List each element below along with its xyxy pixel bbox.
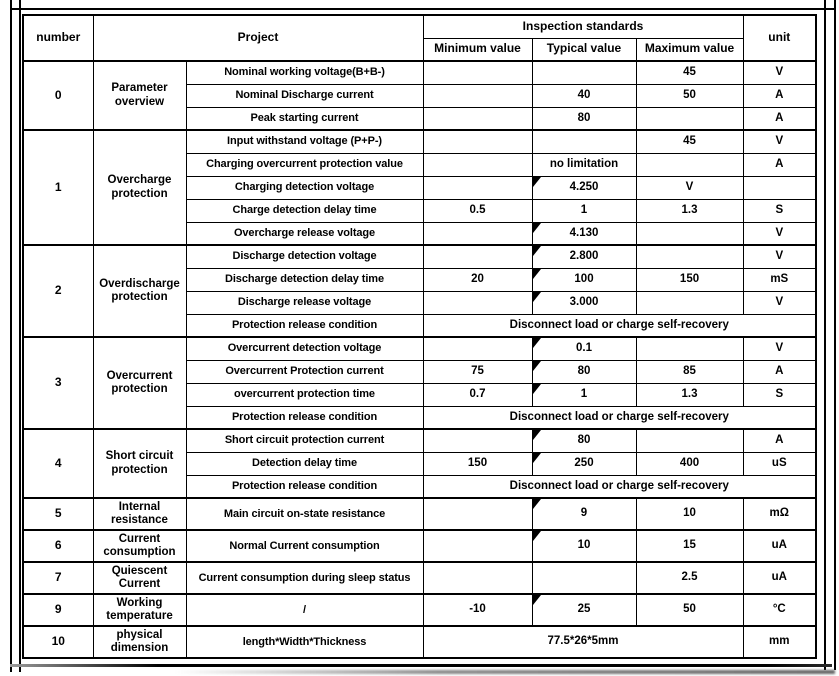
project-item: Peak starting current	[186, 107, 423, 130]
typ-value	[532, 199, 636, 222]
table-row	[23, 429, 816, 452]
max-value: 10	[636, 498, 743, 530]
min-value: 0.7	[423, 383, 532, 406]
table-row	[23, 61, 816, 84]
unit-value: mΩ	[743, 498, 816, 530]
section-number: 3	[23, 337, 93, 429]
unit-value: uA	[743, 562, 816, 594]
min-value	[423, 84, 532, 107]
project-item: Charge detection delay time	[186, 199, 423, 222]
project-item: length*Width*Thickness	[186, 626, 423, 658]
release-condition-value: Disconnect load or charge self-recovery	[423, 314, 816, 337]
table-header	[23, 15, 816, 61]
max-value	[636, 291, 743, 314]
project-item: Discharge detection delay time	[186, 268, 423, 291]
table-row	[23, 498, 816, 530]
section-number: 1	[23, 130, 93, 245]
project-item: Protection release condition	[186, 475, 423, 498]
project-item: Main circuit on-state resistance	[186, 498, 423, 530]
typ-value	[532, 562, 636, 594]
cell-note-marker-icon	[533, 269, 541, 279]
col-header-inspection-standards: Inspection standards	[423, 15, 743, 38]
typ-value-text: 100	[574, 272, 594, 285]
project-item: Charging overcurrent protection value	[186, 153, 423, 176]
cell-note-marker-icon	[533, 531, 541, 541]
typ-value-text: 0.1	[576, 342, 592, 355]
section-working-temperature	[23, 594, 816, 626]
spec-table	[22, 14, 817, 659]
table-row	[23, 562, 816, 594]
typ-value	[532, 429, 636, 452]
typ-value-text: 25	[577, 603, 591, 616]
section-overcharge-protection	[23, 130, 816, 245]
typ-value-text: 4.250	[569, 180, 599, 193]
unit-value: V	[743, 245, 816, 268]
max-value	[636, 153, 743, 176]
col-header-project: Project	[93, 15, 423, 61]
max-value: 1.3	[636, 199, 743, 222]
unit-value: V	[743, 337, 816, 360]
min-value: 150	[423, 452, 532, 475]
section-name: physical dimension	[93, 626, 186, 658]
section-parameter-overview	[23, 61, 816, 130]
project-item: /	[186, 594, 423, 626]
bottom-shadow	[175, 670, 835, 674]
unit-value: uA	[743, 530, 816, 562]
typ-value-text: 4.130	[569, 226, 599, 239]
col-header-typical-value: Typical value	[532, 38, 636, 61]
table-row	[23, 130, 816, 153]
typ-value-text: 2.800	[569, 250, 599, 263]
max-value: V	[636, 176, 743, 199]
project-item: Current consumption during sleep status	[186, 562, 423, 594]
unit-value: A	[743, 107, 816, 130]
min-value	[423, 176, 532, 199]
cell-note-marker-icon	[533, 453, 541, 463]
section-name: Parameter overview	[93, 61, 186, 130]
project-item: Nominal Discharge current	[186, 84, 423, 107]
project-item: Overcurrent Protection current	[186, 360, 423, 383]
project-item: Detection delay time	[186, 452, 423, 475]
typ-value	[532, 360, 636, 383]
cell-note-marker-icon	[533, 292, 541, 302]
cell-note-marker-icon	[533, 177, 541, 187]
header-row-1	[23, 15, 816, 38]
project-item: Protection release condition	[186, 314, 423, 337]
section-overcurrent-protection	[23, 337, 816, 429]
max-value	[636, 245, 743, 268]
section-name: Overdischarge protection	[93, 245, 186, 337]
section-name: Internal resistance	[93, 498, 186, 530]
section-name: Quiescent Current	[93, 562, 186, 594]
max-value: 1.3	[636, 383, 743, 406]
max-value	[636, 222, 743, 245]
section-number: 2	[23, 245, 93, 337]
typ-value-text: 40	[577, 88, 591, 101]
outer-frame-left-line	[10, 0, 21, 672]
min-value	[423, 337, 532, 360]
max-value	[636, 107, 743, 130]
max-value: 400	[636, 452, 743, 475]
project-item: Short circuit protection current	[186, 429, 423, 452]
col-header-minimum-value: Minimum value	[423, 38, 532, 61]
section-overdischarge-protection	[23, 245, 816, 337]
cell-note-marker-icon	[533, 430, 541, 440]
unit-value: V	[743, 222, 816, 245]
typ-value-text: 10	[577, 539, 591, 552]
project-item: Overcurrent detection voltage	[186, 337, 423, 360]
section-number: 10	[23, 626, 93, 658]
table-row	[23, 245, 816, 268]
typ-value-text: 80	[577, 364, 591, 377]
max-value: 15	[636, 530, 743, 562]
min-value	[423, 61, 532, 84]
max-value: 2.5	[636, 562, 743, 594]
max-value: 150	[636, 268, 743, 291]
section-quiescent-current	[23, 562, 816, 594]
min-value	[423, 222, 532, 245]
section-number: 9	[23, 594, 93, 626]
unit-value: mm	[743, 626, 816, 658]
outer-frame-top-line	[10, 8, 836, 10]
typ-value	[532, 61, 636, 84]
min-value: -10	[423, 594, 532, 626]
dimension-value: 77.5*26*5mm	[423, 626, 743, 658]
table-row	[23, 530, 816, 562]
unit-value: uS	[743, 452, 816, 475]
project-item: Protection release condition	[186, 406, 423, 429]
unit-value: °C	[743, 594, 816, 626]
project-item: Discharge release voltage	[186, 291, 423, 314]
outer-frame-bottom-line	[10, 664, 832, 667]
max-value: 50	[636, 84, 743, 107]
table-row	[23, 626, 816, 658]
section-name: Overcurrent protection	[93, 337, 186, 429]
unit-value: S	[743, 199, 816, 222]
unit-value: A	[743, 360, 816, 383]
col-header-maximum-value: Maximum value	[636, 38, 743, 61]
typ-value	[532, 337, 636, 360]
max-value	[636, 337, 743, 360]
typ-value-text: 250	[574, 456, 594, 469]
spec-sheet	[22, 14, 817, 659]
cell-note-marker-icon	[533, 246, 541, 256]
typ-value-text: 1	[580, 387, 588, 400]
max-value: 50	[636, 594, 743, 626]
typ-value-text: 9	[580, 507, 588, 520]
max-value: 85	[636, 360, 743, 383]
unit-value: mS	[743, 268, 816, 291]
project-item: Overcharge release voltage	[186, 222, 423, 245]
unit-value: A	[743, 153, 816, 176]
release-condition-value: Disconnect load or charge self-recovery	[423, 406, 816, 429]
project-item: Normal Current consumption	[186, 530, 423, 562]
typ-value	[532, 594, 636, 626]
cell-note-marker-icon	[533, 361, 541, 371]
typ-value-text: 80	[577, 434, 591, 447]
unit-value: V	[743, 61, 816, 84]
max-value: 45	[636, 61, 743, 84]
section-number: 6	[23, 530, 93, 562]
typ-value	[532, 107, 636, 130]
typ-value	[532, 291, 636, 314]
project-item: Nominal working voltage(B+B-)	[186, 61, 423, 84]
section-name: Working temperature	[93, 594, 186, 626]
min-value	[423, 429, 532, 452]
cell-note-marker-icon	[533, 499, 541, 509]
typ-value-text: 80	[577, 111, 591, 124]
typ-value	[532, 84, 636, 107]
cell-note-marker-icon	[533, 384, 541, 394]
project-item: Input withstand voltage (P+P-)	[186, 130, 423, 153]
typ-value	[532, 153, 636, 176]
cell-note-marker-icon	[533, 595, 541, 605]
typ-value	[532, 383, 636, 406]
min-value	[423, 498, 532, 530]
min-value: 0.5	[423, 199, 532, 222]
min-value	[423, 530, 532, 562]
section-name: Current consumption	[93, 530, 186, 562]
section-number: 5	[23, 498, 93, 530]
project-item: Charging detection voltage	[186, 176, 423, 199]
section-internal-resistance	[23, 498, 816, 530]
unit-value: V	[743, 291, 816, 314]
min-value: 20	[423, 268, 532, 291]
unit-value	[743, 176, 816, 199]
section-short-circuit-protection	[23, 429, 816, 498]
cell-note-marker-icon	[533, 223, 541, 233]
typ-value	[532, 130, 636, 153]
unit-value: S	[743, 383, 816, 406]
typ-value-text: 1	[580, 203, 588, 216]
section-number: 7	[23, 562, 93, 594]
max-value: 45	[636, 130, 743, 153]
table-row	[23, 337, 816, 360]
min-value	[423, 245, 532, 268]
section-physical-dimension	[23, 626, 816, 658]
section-name: Overcharge protection	[93, 130, 186, 245]
outer-frame-right-line	[824, 0, 836, 670]
section-number: 0	[23, 61, 93, 130]
typ-value	[532, 498, 636, 530]
max-value	[636, 429, 743, 452]
section-current-consumption	[23, 530, 816, 562]
typ-value	[532, 530, 636, 562]
unit-value: A	[743, 84, 816, 107]
typ-value-text: no limitation	[549, 157, 619, 170]
unit-value: V	[743, 130, 816, 153]
typ-value-text: 3.000	[569, 295, 599, 308]
section-number: 4	[23, 429, 93, 498]
typ-value	[532, 452, 636, 475]
unit-value: A	[743, 429, 816, 452]
section-name: Short circuit protection	[93, 429, 186, 498]
release-condition-value: Disconnect load or charge self-recovery	[423, 475, 816, 498]
min-value	[423, 562, 532, 594]
typ-value	[532, 245, 636, 268]
min-value: 75	[423, 360, 532, 383]
min-value	[423, 153, 532, 176]
project-item: overcurrent protection time	[186, 383, 423, 406]
typ-value	[532, 268, 636, 291]
col-header-number: number	[23, 15, 93, 61]
min-value	[423, 107, 532, 130]
project-item: Discharge detection voltage	[186, 245, 423, 268]
typ-value	[532, 176, 636, 199]
min-value	[423, 291, 532, 314]
col-header-unit: unit	[743, 15, 816, 61]
min-value	[423, 130, 532, 153]
typ-value	[532, 222, 636, 245]
table-row	[23, 594, 816, 626]
cell-note-marker-icon	[533, 338, 541, 348]
